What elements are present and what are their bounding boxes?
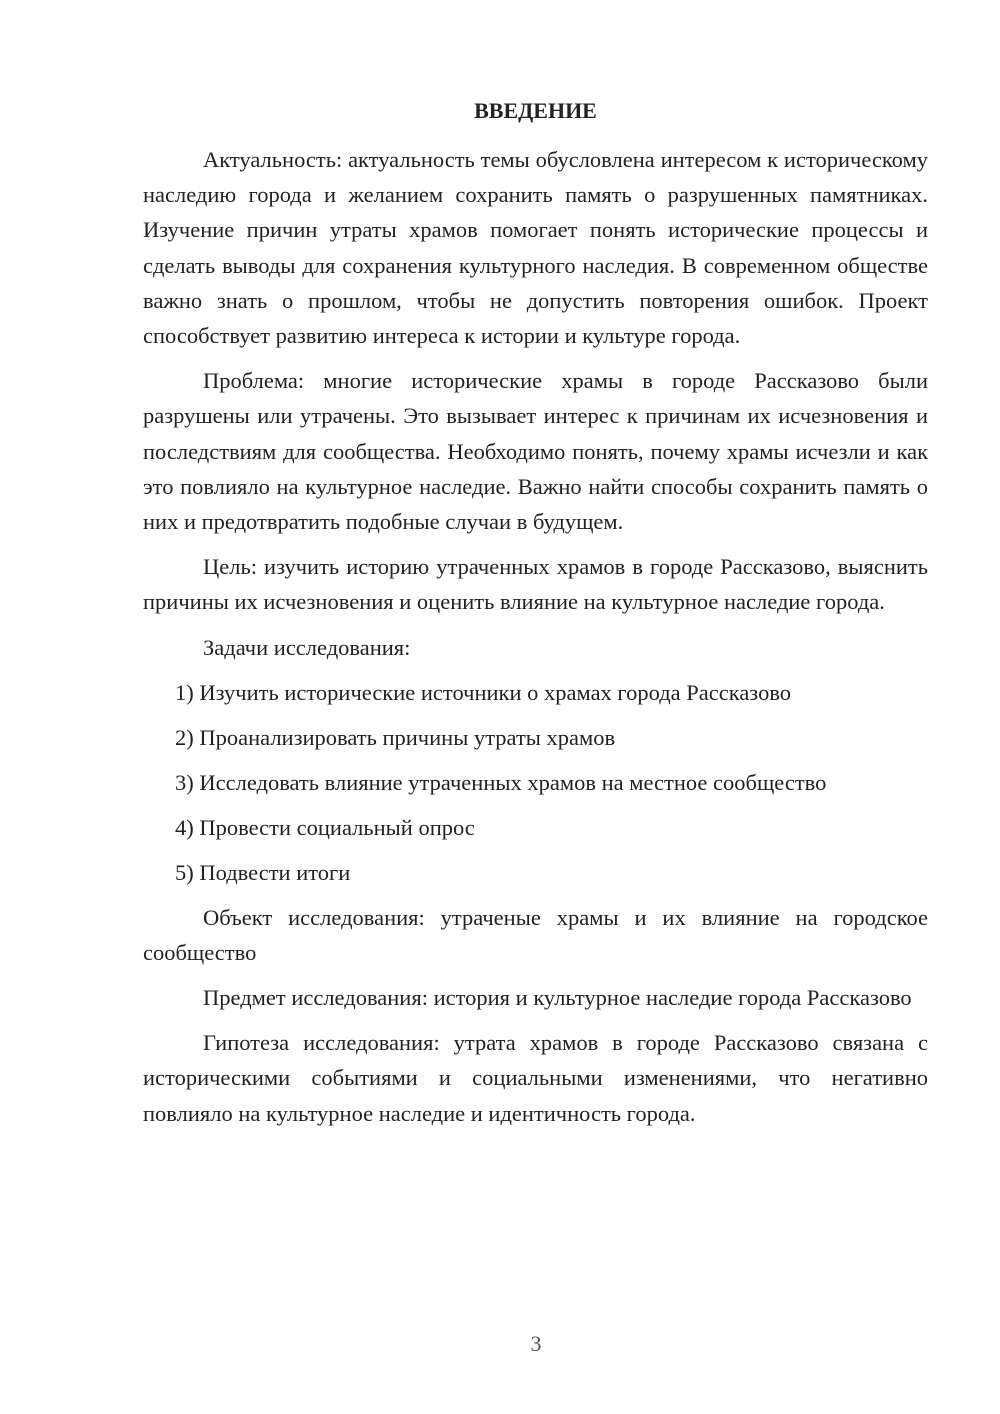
relevance-paragraph: Актуальность: актуальность темы обусловлена интересом к историческому наследию города и желанием сохранить память о разрушенных памятниках. Изучение причин утраты храмов помогает понять исторические процессы и сделать выводы для сохранения культурного наследия. В современном обществе важно знать о прошлом, чтобы не допустить повторения ошибок. Проект способствует развитию интереса к истории и культуре города.	[143, 147, 928, 349]
task-list	[143, 675, 928, 890]
task-item: 1) Изучить исторические источники о храмах города Рассказово	[175, 679, 792, 705]
tasks-heading: Задачи исследования:	[203, 634, 411, 660]
section-heading: ВВЕДЕНИЕ	[474, 98, 597, 123]
task-item: 2) Проанализировать причины утраты храмов	[175, 724, 616, 750]
task-item: 3) Исследовать влияние утраченных храмов на местное сообщество	[175, 769, 827, 795]
task-item: 4) Провести социальный опрос	[175, 814, 475, 840]
page-number: 3	[530, 1331, 542, 1356]
document-page	[143, 96, 928, 1141]
goal-paragraph: Цель: изучить историю утраченных храмов в городе Рассказово, выяснить причины их исчезновения и оценить влияние на культурное наследие города.	[143, 554, 928, 615]
hypothesis-paragraph: Гипотеза исследования: утрата храмов в городе Рассказово связана с историческими событиями и социальными изменениями, что негативно повлияло на культурное наследие и идентичность города.	[143, 1030, 928, 1126]
object-paragraph: Объект исследования: утраченые храмы и их влияние на городское сообщество	[143, 904, 928, 965]
subject-paragraph: Предмет исследования: история и культурное наследие города Рассказово	[203, 985, 912, 1011]
problem-paragraph: Проблема: многие исторические храмы в городе Рассказово были разрушены или утрачены. Это вызывает интерес к причинам их исчезновения и последствиям для сообщества. Необходимо понять, почему храмы исчезли и как это повлияло на культурное наследие. Важно найти способы сохранить память о них и предотвратить подобные случаи в будущем.	[143, 368, 928, 535]
task-item: 5) Подвести итоги	[175, 859, 351, 885]
